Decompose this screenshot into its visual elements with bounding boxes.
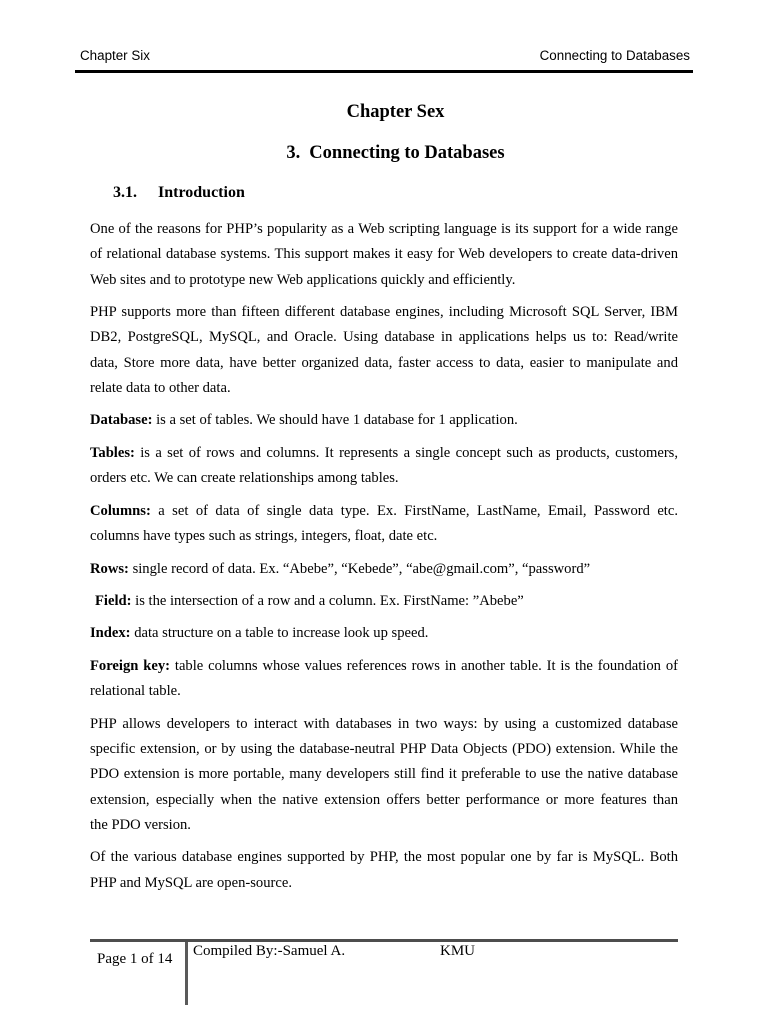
definition-text: is a set of tables. We should have 1 database for 1 application. [156, 412, 518, 429]
paragraph-line: One of the reasons for PHP’s popularity as a Web scripting language is its support for a wide range [90, 221, 678, 237]
paragraph-line: the PDO version. [90, 816, 191, 833]
paragraph-line: PHP allows developers to interact with databases in two ways: by using a customized database [90, 715, 678, 732]
section-number: 3. [286, 143, 301, 163]
definition-line [90, 621, 678, 646]
page-number: Page 1 of 14 [97, 951, 173, 967]
compiled-by: Compiled By:-Samuel A. [193, 943, 346, 959]
footer-page-cell [90, 942, 188, 1005]
definition-line [90, 499, 678, 524]
definition-term: Index: [90, 625, 131, 642]
definition-text: single record of data. Ex. “Abebe”, “Kebede”, “abe@gmail.com”, “password” [132, 560, 591, 577]
definition-text: table columns whose values references rows in another table. It is the foundation of [174, 657, 678, 674]
definition-item [90, 621, 678, 646]
definition-term: Columns: [90, 502, 151, 519]
paragraph-line: PHP supports more than fifteen different database engines, including Microsoft SQL Server, IBM [90, 304, 678, 321]
subsection-number: 3.1. [113, 184, 137, 201]
definition-text: is a set of rows and columns. It represents a single concept such as products, customers, [140, 444, 679, 461]
header-chapter-label: Chapter Six [80, 48, 150, 63]
definition-term: Field: [95, 592, 132, 609]
definition-line [90, 441, 678, 466]
definition-item [90, 589, 678, 614]
section-title: Connecting to Databases [309, 143, 505, 163]
body-text [90, 217, 678, 903]
definition-item [90, 408, 678, 433]
definition-text: is the intersection of a row and a column. Ex. FirstName: ”Abebe” [135, 592, 524, 609]
definition-item [90, 654, 678, 705]
page-footer [90, 939, 678, 1008]
definition-item [90, 499, 678, 550]
paragraph [90, 300, 678, 401]
definition-text: a set of data of single data type. Ex. FirstName, LastName, Email, Password etc. [158, 502, 678, 519]
paragraph-line: extension, especially when the native extension offers better performance or more features than [90, 791, 678, 808]
definition-term: Tables: [90, 444, 135, 461]
paragraph-line: PHP and MySQL are open-source. [90, 874, 292, 891]
definition-term: Rows: [90, 560, 129, 577]
paragraph [90, 845, 678, 896]
definition-line [90, 557, 678, 582]
chapter-title: Chapter Sex [346, 102, 445, 122]
header-running-title: Connecting to Databases [539, 48, 690, 63]
definition-line [90, 654, 678, 679]
paragraph-line: of relational database systems. This support makes it easy for Web developers to create data-driven [90, 246, 678, 263]
definition-line: columns have types such as strings, integers, float, date etc. [90, 528, 438, 545]
paragraph-line: data, Store more data, have better organized data, faster access to data, easier to manipulate and [90, 354, 678, 371]
paragraph-line: DB2, PostgreSQL, MySQL, and Oracle. Using database in applications helps us to: Read/write [90, 329, 678, 346]
paragraph [90, 217, 678, 293]
subsection-title: Introduction [158, 184, 245, 201]
running-header [75, 46, 693, 73]
paragraph [90, 712, 678, 838]
definition-item [90, 557, 678, 582]
definition-item [90, 441, 678, 492]
section-heading [90, 141, 701, 165]
paragraph-line: Of the various database engines supported by PHP, the most popular one by far is MySQL. Both [90, 849, 678, 866]
definition-line: orders etc. We can create relationships among tables. [90, 470, 399, 487]
definition-term: Database: [90, 412, 153, 429]
definition-line [90, 589, 678, 614]
paragraph-line: relate data to other data. [90, 379, 231, 396]
definition-term: Foreign key: [90, 657, 170, 674]
paragraph-line: specific extension, or by using the database-neutral PHP Data Objects (PDO) extension. While the [90, 741, 678, 758]
definition-line [90, 408, 678, 433]
definition-text: data structure on a table to increase look up speed. [134, 625, 429, 642]
paragraph-line: PDO extension is more portable, many developers still find it preferable to use the native database [90, 766, 678, 783]
definition-line: relational table. [90, 683, 181, 700]
institution: KMU [440, 943, 476, 959]
subsection-heading [113, 181, 413, 205]
paragraph-line: Web sites and to prototype new Web applications quickly and efficiently. [90, 271, 516, 288]
